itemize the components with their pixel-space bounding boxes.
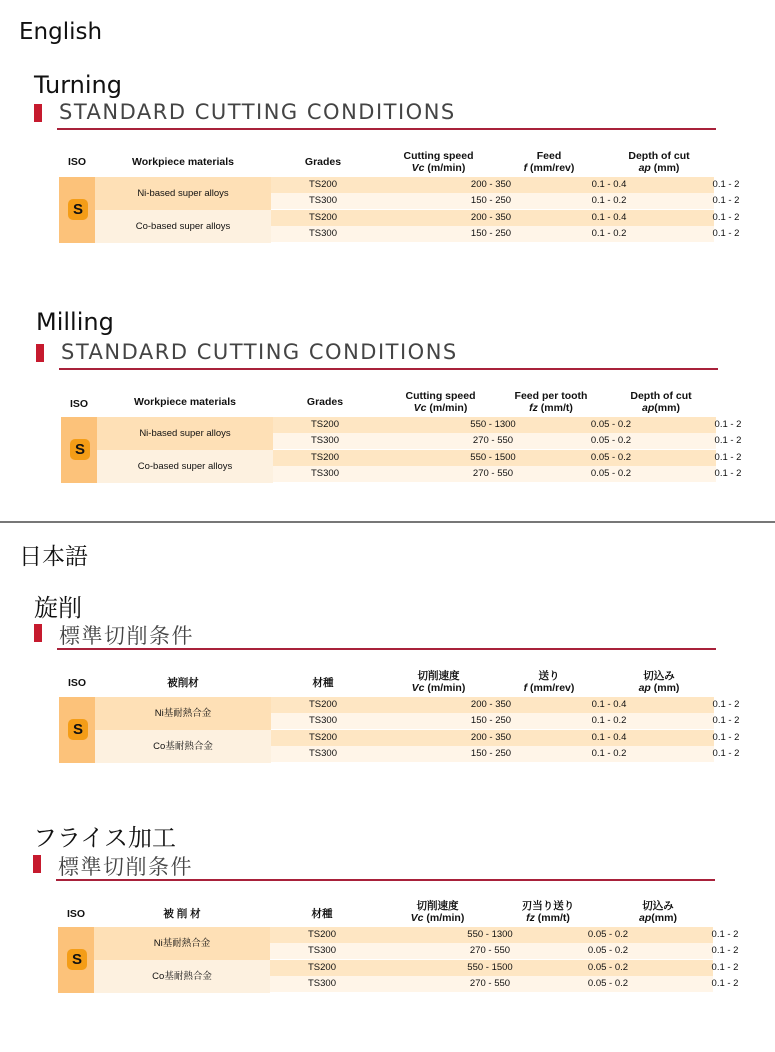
cell-depth: 0.1 - 2 xyxy=(712,228,740,239)
heading-marker xyxy=(34,624,42,642)
cell-speed: 270 - 550 xyxy=(469,978,511,989)
material-co: Co基耐熱合金 xyxy=(94,960,270,993)
material-ni: Ni-based super alloys xyxy=(97,417,273,450)
header-depth-line2 xyxy=(589,682,729,694)
header-speed-symbol: Vc xyxy=(410,912,424,924)
language-label-english: English xyxy=(19,19,103,45)
header-feed-unit: (mm/rev) xyxy=(527,162,575,174)
header-feed-symbol: fz xyxy=(529,402,538,414)
table-row xyxy=(270,960,739,976)
operation-title: 旋削 xyxy=(34,594,82,622)
operation-title: フライス加工 xyxy=(33,824,177,852)
cell-grade: TS200 xyxy=(309,179,337,190)
heading-marker xyxy=(36,344,44,362)
table-row xyxy=(273,433,742,449)
table-row xyxy=(273,466,742,482)
header-depth-unit: (mm) xyxy=(650,162,680,174)
cell-grade: TS200 xyxy=(308,929,336,940)
cell-depth: 0.1 - 2 xyxy=(712,715,740,726)
cell-grade: TS200 xyxy=(308,962,336,973)
header-depth-line1: Depth of cut xyxy=(628,150,690,162)
cell-grade: TS200 xyxy=(311,452,339,463)
header-feed-unit: (mm/rev) xyxy=(527,682,575,694)
material-ni: Ni-based super alloys xyxy=(95,177,271,210)
header-depth-line1: 切込み xyxy=(642,900,674,912)
cell-feed: 0.05 - 0.2 xyxy=(590,435,632,446)
cell-feed: 0.1 - 0.2 xyxy=(591,748,627,759)
header-speed-unit: (m/min) xyxy=(424,162,466,174)
header-depth xyxy=(589,670,729,694)
cell-speed: 270 - 550 xyxy=(472,435,514,446)
header-depth-unit: (mm) xyxy=(650,682,680,694)
material-co: Co基耐熱合金 xyxy=(95,730,271,763)
header-depth-line2 xyxy=(589,162,729,174)
cell-depth: 0.1 - 2 xyxy=(712,195,740,206)
material-co: Co-based super alloys xyxy=(95,210,271,243)
cutting-conditions-table xyxy=(59,668,740,768)
cell-depth: 0.1 - 2 xyxy=(712,212,740,223)
cell-depth: 0.1 - 2 xyxy=(714,452,742,463)
iso-s-badge: S xyxy=(67,949,87,970)
header-depth xyxy=(589,150,729,174)
iso-cell xyxy=(59,697,95,763)
cell-depth: 0.1 - 2 xyxy=(712,732,740,743)
cell-grade: TS300 xyxy=(309,195,337,206)
header-feed-unit: (mm/t) xyxy=(537,402,573,414)
cell-grade: TS200 xyxy=(309,212,337,223)
cell-speed: 200 - 350 xyxy=(470,699,512,710)
header-feed-symbol: f xyxy=(523,162,528,174)
header-speed-line1: Cutting speed xyxy=(405,390,476,402)
cell-grade: TS200 xyxy=(309,699,337,710)
header-speed-line1: 切削速度 xyxy=(417,670,460,682)
material-ni: Ni基耐熱合金 xyxy=(95,697,271,730)
table-row xyxy=(271,746,740,762)
iso-cell xyxy=(59,177,95,243)
table-row xyxy=(271,177,740,193)
cell-feed: 0.1 - 0.2 xyxy=(591,195,627,206)
header-grades: Grades xyxy=(304,156,342,168)
header-speed-symbol: Vc xyxy=(413,402,427,414)
cell-depth: 0.1 - 2 xyxy=(712,179,740,190)
header-feed-line1: Feed xyxy=(536,150,562,162)
heading-marker xyxy=(34,104,42,122)
table-row xyxy=(273,450,742,466)
table-row xyxy=(271,730,740,746)
cell-speed: 270 - 550 xyxy=(469,945,511,956)
cell-feed: 0.1 - 0.2 xyxy=(591,715,627,726)
header-depth-unit: (mm) xyxy=(654,402,680,414)
material-co: Co-based super alloys xyxy=(97,450,273,483)
header-speed-symbol: Vc xyxy=(411,162,425,174)
table-row xyxy=(271,226,740,242)
cell-feed: 0.1 - 0.4 xyxy=(591,699,627,710)
table-row xyxy=(271,210,740,226)
header-material: 被 削 材 xyxy=(163,908,201,920)
header-material: Workpiece materials xyxy=(134,396,236,408)
header-depth-symbol: ap xyxy=(638,682,651,694)
header-depth-line1: Depth of cut xyxy=(630,390,692,402)
header-material: 被削材 xyxy=(167,677,199,689)
cell-feed: 0.05 - 0.2 xyxy=(590,452,632,463)
cutting-conditions-table xyxy=(58,898,739,998)
cell-grade: TS300 xyxy=(311,468,339,479)
language-divider xyxy=(0,521,775,523)
cell-depth: 0.1 - 2 xyxy=(711,929,739,940)
heading-text: 標準切削条件 xyxy=(59,624,194,648)
heading-rule xyxy=(57,128,716,130)
cell-feed: 0.1 - 0.4 xyxy=(591,212,627,223)
cell-depth: 0.1 - 2 xyxy=(714,435,742,446)
cell-grade: TS300 xyxy=(308,978,336,989)
cell-grade: TS300 xyxy=(309,748,337,759)
table-row xyxy=(271,713,740,729)
cell-depth: 0.1 - 2 xyxy=(714,419,742,430)
iso-s-badge: S xyxy=(68,719,88,740)
cell-depth: 0.1 - 2 xyxy=(711,962,739,973)
cutting-conditions-table xyxy=(59,148,740,248)
header-feed-line1: 刃当り送り xyxy=(521,900,575,912)
cell-speed: 270 - 550 xyxy=(472,468,514,479)
cell-speed: 550 - 1300 xyxy=(467,929,513,940)
cell-feed: 0.05 - 0.2 xyxy=(587,929,629,940)
table-row xyxy=(271,193,740,209)
header-depth-line2 xyxy=(591,402,731,414)
cell-feed: 0.05 - 0.2 xyxy=(587,945,629,956)
heading-text: STANDARD CUTTING CONDITIONS xyxy=(59,100,456,124)
header-feed-line1: Feed per tooth xyxy=(514,390,588,402)
table-row xyxy=(271,697,740,713)
cell-feed: 0.1 - 0.4 xyxy=(591,179,627,190)
operation-title: Turning xyxy=(34,71,122,99)
header-depth xyxy=(588,900,728,924)
cell-speed: 150 - 250 xyxy=(470,195,512,206)
cell-feed: 0.05 - 0.2 xyxy=(590,419,632,430)
cell-depth: 0.1 - 2 xyxy=(712,748,740,759)
cell-feed: 0.05 - 0.2 xyxy=(587,978,629,989)
cell-feed: 0.05 - 0.2 xyxy=(587,962,629,973)
cell-feed: 0.05 - 0.2 xyxy=(590,468,632,479)
header-feed-symbol: f xyxy=(523,682,528,694)
header-depth-symbol: ap xyxy=(642,402,655,414)
heading-rule xyxy=(57,648,716,650)
cell-speed: 200 - 350 xyxy=(470,732,512,743)
header-depth-line2 xyxy=(588,912,728,924)
cell-speed: 150 - 250 xyxy=(470,715,512,726)
cell-grade: TS300 xyxy=(311,435,339,446)
header-grades: Grades xyxy=(306,396,344,408)
header-iso: ISO xyxy=(66,908,86,920)
header-depth-symbol: ap xyxy=(639,912,652,924)
cell-grade: TS200 xyxy=(309,732,337,743)
table-row xyxy=(273,417,742,433)
cell-speed: 200 - 350 xyxy=(470,212,512,223)
header-feed-unit: (mm/t) xyxy=(534,912,570,924)
header-iso: ISO xyxy=(67,156,87,168)
iso-s-badge: S xyxy=(68,199,88,220)
cell-speed: 550 - 1500 xyxy=(467,962,513,973)
header-feed-symbol: fz xyxy=(526,912,535,924)
cell-speed: 550 - 1500 xyxy=(470,452,516,463)
cell-grade: TS300 xyxy=(309,228,337,239)
cell-depth: 0.1 - 2 xyxy=(711,945,739,956)
header-speed-unit: (m/min) xyxy=(423,912,465,924)
operation-title: Milling xyxy=(36,308,114,336)
cell-grade: TS300 xyxy=(309,715,337,726)
header-speed-unit: (m/min) xyxy=(426,402,468,414)
heading-text: 標準切削条件 xyxy=(58,855,193,879)
header-depth-unit: (mm) xyxy=(651,912,677,924)
cutting-conditions-table xyxy=(61,388,742,488)
header-depth-symbol: ap xyxy=(638,162,651,174)
header-speed-symbol: Vc xyxy=(411,682,425,694)
header-feed-line1: 送り xyxy=(538,670,560,682)
cell-feed: 0.1 - 0.2 xyxy=(591,228,627,239)
cell-depth: 0.1 - 2 xyxy=(712,699,740,710)
iso-cell xyxy=(58,927,94,993)
cell-speed: 150 - 250 xyxy=(470,748,512,759)
header-speed-line1: 切削速度 xyxy=(416,900,459,912)
cell-speed: 550 - 1300 xyxy=(470,419,516,430)
language-label-japanese: 日本語 xyxy=(19,544,88,570)
header-grades: 材種 xyxy=(311,908,333,920)
iso-cell xyxy=(61,417,97,483)
cell-speed: 200 - 350 xyxy=(470,179,512,190)
header-iso: ISO xyxy=(69,398,89,410)
material-ni: Ni基耐熱合金 xyxy=(94,927,270,960)
iso-s-badge: S xyxy=(70,439,90,460)
table-row xyxy=(270,976,739,992)
cell-speed: 150 - 250 xyxy=(470,228,512,239)
cell-feed: 0.1 - 0.4 xyxy=(591,732,627,743)
header-depth xyxy=(591,390,731,414)
header-depth-line1: 切込み xyxy=(643,670,675,682)
header-speed-unit: (m/min) xyxy=(424,682,466,694)
header-iso: ISO xyxy=(67,677,87,689)
header-grades: 材種 xyxy=(312,677,334,689)
heading-text: STANDARD CUTTING CONDITIONS xyxy=(61,340,458,364)
table-row xyxy=(270,927,739,943)
cell-grade: TS200 xyxy=(311,419,339,430)
table-row xyxy=(270,943,739,959)
cell-depth: 0.1 - 2 xyxy=(714,468,742,479)
cell-grade: TS300 xyxy=(308,945,336,956)
heading-rule xyxy=(59,368,718,370)
cell-depth: 0.1 - 2 xyxy=(711,978,739,989)
heading-marker xyxy=(33,855,41,873)
header-speed-line1: Cutting speed xyxy=(403,150,474,162)
heading-rule xyxy=(56,879,715,881)
header-material: Workpiece materials xyxy=(132,156,234,168)
